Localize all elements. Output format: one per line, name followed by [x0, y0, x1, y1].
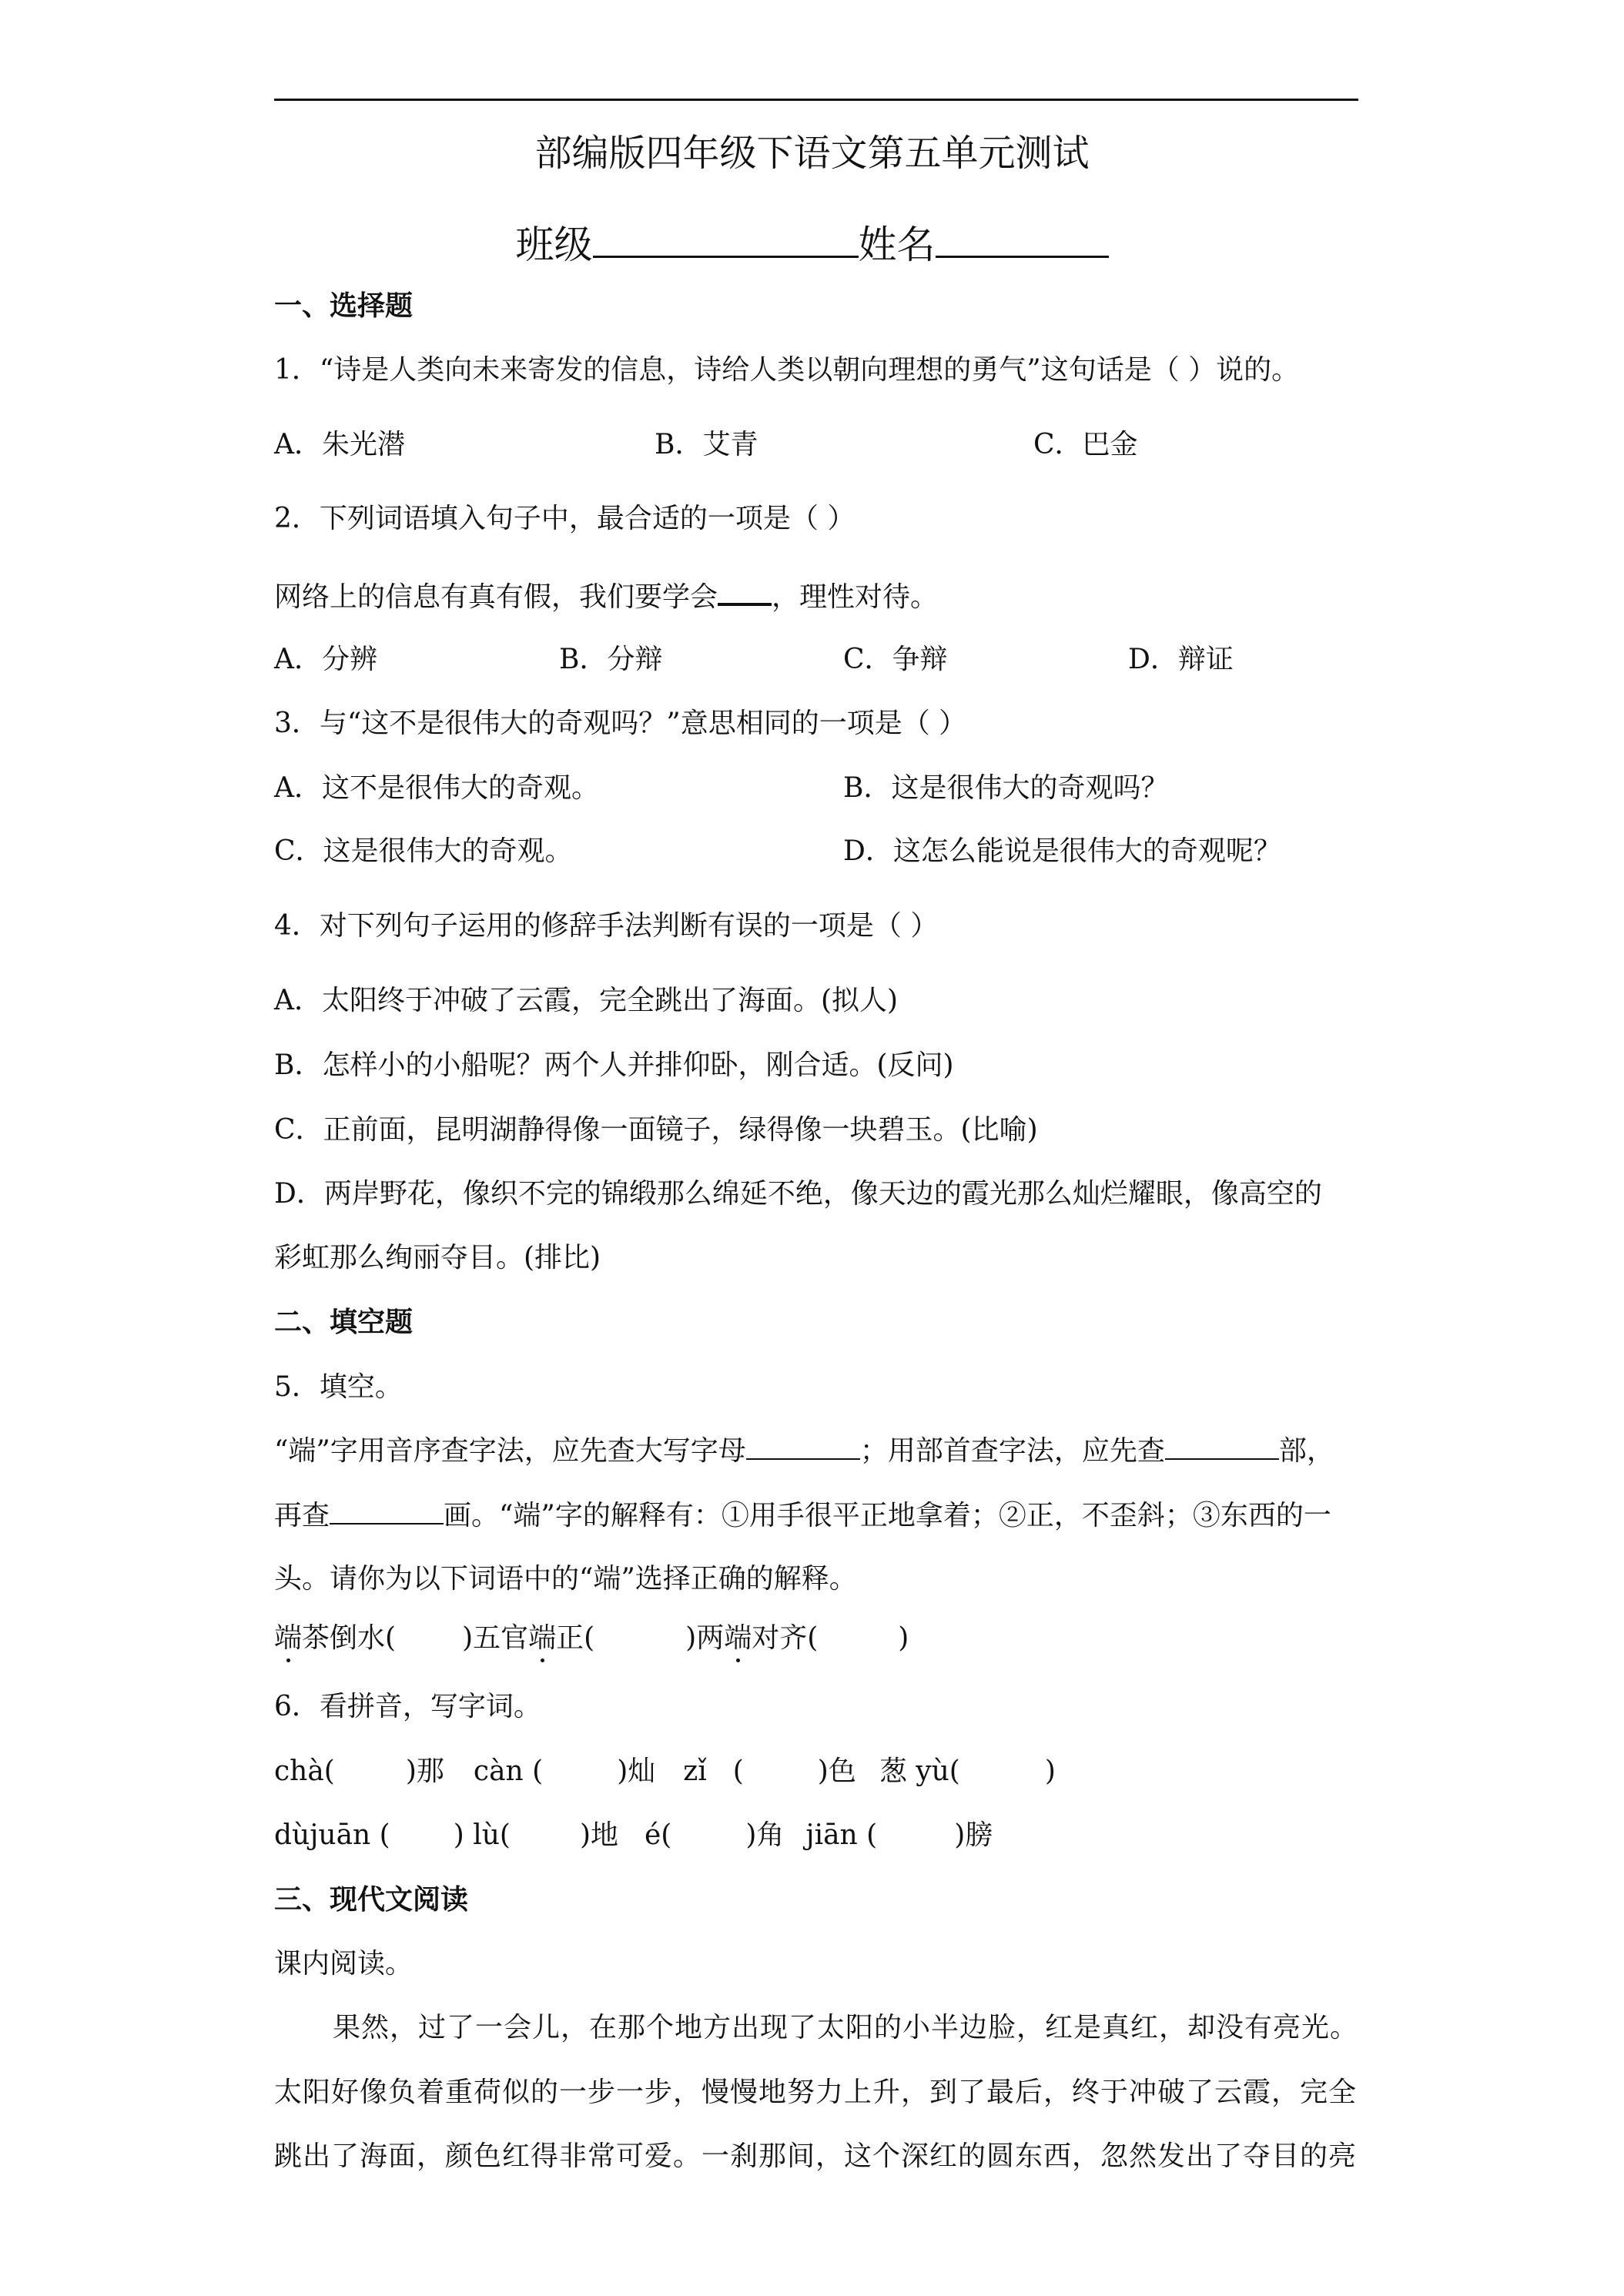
q6-r2-t6: )膀: [954, 1819, 993, 1851]
q1-option-c[interactable]: C．巴金: [1033, 429, 1138, 460]
q5-text-1c: 部，: [1278, 1435, 1334, 1467]
q6-r1-t8: ): [1044, 1755, 1056, 1787]
name-label: 姓名: [858, 223, 936, 267]
q5-w2-rest: 正(: [556, 1622, 595, 1654]
q6-r1-t7: 葱 yù(: [879, 1755, 960, 1787]
question-6: 6．看拼音，写字词。: [274, 1691, 541, 1722]
q2-option-c[interactable]: C．争辩: [843, 644, 948, 675]
q6-r1-t3: )灿: [617, 1755, 656, 1787]
name-blank[interactable]: [936, 220, 1109, 258]
q4-option-a[interactable]: A．太阳终于冲破了云霞，完全跳出了海面。(拟人): [274, 985, 899, 1016]
q6-r2-t1: ) lù(: [453, 1819, 511, 1851]
q2-option-a[interactable]: A．分辨: [274, 644, 377, 675]
class-blank[interactable]: [593, 220, 859, 258]
question-2: 2．下列词语填入句子中，最合适的一项是（ ）: [274, 503, 856, 534]
q5-w3-rest: 对齐(: [752, 1622, 819, 1654]
question-5: 5．填空。: [274, 1371, 403, 1403]
q5-text-2a: 再查: [274, 1500, 330, 1531]
q2-sentence-before: 网络上的信息有真有假，我们要学会: [274, 581, 718, 613]
q6-r2-t4: )角: [745, 1819, 785, 1851]
passage-line-3: 跳出了海面，颜色红得非常可爱。一刹那间，这个深红的圆东西，忽然发出了夺目的亮: [274, 2140, 1358, 2172]
q6-r1-t2: càn (: [473, 1755, 544, 1787]
q5-words-line: [274, 1622, 909, 1655]
q6-r1-t0: chà(: [274, 1755, 335, 1787]
class-label: 班级: [515, 223, 593, 267]
q3-option-b[interactable]: B．这是很伟大的奇观吗？: [843, 772, 1169, 804]
q6-row-1: [274, 1755, 1056, 1788]
q5-close: ): [898, 1622, 909, 1654]
q6-r2-t5: jiān (: [805, 1819, 878, 1851]
q3-option-a[interactable]: A．这不是很伟大的奇观。: [274, 772, 599, 804]
page-title: 部编版四年级下语文第五单元测试: [534, 132, 1090, 175]
q6-r1-t5: (: [732, 1755, 744, 1787]
q5-w2-dotted: 端: [528, 1622, 557, 1654]
q5-blank-radical[interactable]: [1165, 1434, 1279, 1460]
q4-option-c[interactable]: C．正前面，昆明湖静得像一面镜子，绿得像一块碧玉。(比喻): [274, 1114, 1038, 1146]
q2-option-d[interactable]: D．辩证: [1128, 644, 1234, 675]
q5-w1-dotted: 端: [274, 1622, 303, 1654]
question-1: 1．“诗是人类向未来寄发的信息，诗给人类以朝向理想的勇气”这句话是（ ）说的。: [274, 354, 1300, 386]
q6-r2-t3: é(: [645, 1819, 672, 1851]
class-name-line: [0, 214, 1624, 269]
q5-w2-pre: )五官: [462, 1622, 529, 1654]
q6-r1-t4: zǐ: [683, 1755, 707, 1787]
question-3: 3．与“这不是很伟大的奇观吗？”意思相同的一项是（ ）: [274, 708, 967, 739]
q5-text-1b: ；用部首查字法，应先查: [859, 1435, 1165, 1467]
q1-option-a[interactable]: A．朱光潜: [274, 429, 405, 460]
q3-option-c[interactable]: C．这是很伟大的奇观。: [274, 835, 573, 867]
q5-line-2: [274, 1498, 1331, 1532]
section-heading-reading: 三、现代文阅读: [274, 1883, 469, 1916]
top-rule: [274, 99, 1358, 101]
q4-option-d-continued: 彩虹那么绚丽夺目。(排比): [274, 1242, 601, 1274]
q2-blank[interactable]: [718, 578, 772, 606]
q5-text-2b: 画。“端”字的解释有：①用手很平正地拿着；②正，不歪斜；③东西的一: [444, 1500, 1331, 1531]
q6-row-2: [274, 1819, 993, 1852]
q2-sentence: [274, 578, 938, 614]
q5-w3-pre: )两: [685, 1622, 725, 1654]
q6-r1-t6: )色: [817, 1755, 856, 1787]
q3-option-d[interactable]: D．这怎么能说是很伟大的奇观呢？: [843, 835, 1281, 867]
q1-option-b[interactable]: B．艾青: [655, 429, 758, 460]
section-heading-fill: 二、填空题: [274, 1306, 414, 1338]
q5-line-3: 头。请你为以下词语中的“端”选择正确的解释。: [274, 1563, 857, 1595]
passage-line-1: 果然，过了一会儿，在那个地方出现了太阳的小半边脸，红是真红，却没有亮光。: [333, 2012, 1359, 2043]
q5-blank-letter[interactable]: [746, 1434, 860, 1460]
q6-r2-t2: )地: [579, 1819, 618, 1851]
passage-line-2: 太阳好像负着重荷似的一步一步，慢慢地努力上升，到了最后，终于冲破了云霞，完全: [274, 2077, 1358, 2108]
section-heading-choice: 一、选择题: [274, 290, 414, 322]
q6-r1-t1: )那: [405, 1755, 444, 1787]
question-4: 4．对下列句子运用的修辞手法判断有误的一项是（ ）: [274, 910, 939, 942]
q5-w1-rest: 茶倒水(: [302, 1622, 397, 1654]
q5-blank-strokes[interactable]: [330, 1498, 444, 1525]
q6-r2-t0: dùjuān (: [274, 1819, 390, 1851]
reading-intro: 课内阅读。: [274, 1948, 414, 1980]
q4-option-d[interactable]: D．两岸野花，像织不完的锦缎那么绵延不绝，像天边的霞光那么灿烂耀眼，像高空的: [274, 1178, 1322, 1210]
q2-option-b[interactable]: B．分辩: [559, 644, 663, 675]
q4-option-b[interactable]: B．怎样小的小船呢？两个人并排仰卧，刚合适。(反问): [274, 1049, 954, 1081]
q5-line-1: [274, 1434, 1334, 1468]
q5-text-1a: “端”字用音序查字法，应先查大写字母: [274, 1435, 746, 1467]
q2-sentence-after: ，理性对待。: [772, 581, 939, 613]
q5-w3-dotted: 端: [724, 1622, 752, 1654]
